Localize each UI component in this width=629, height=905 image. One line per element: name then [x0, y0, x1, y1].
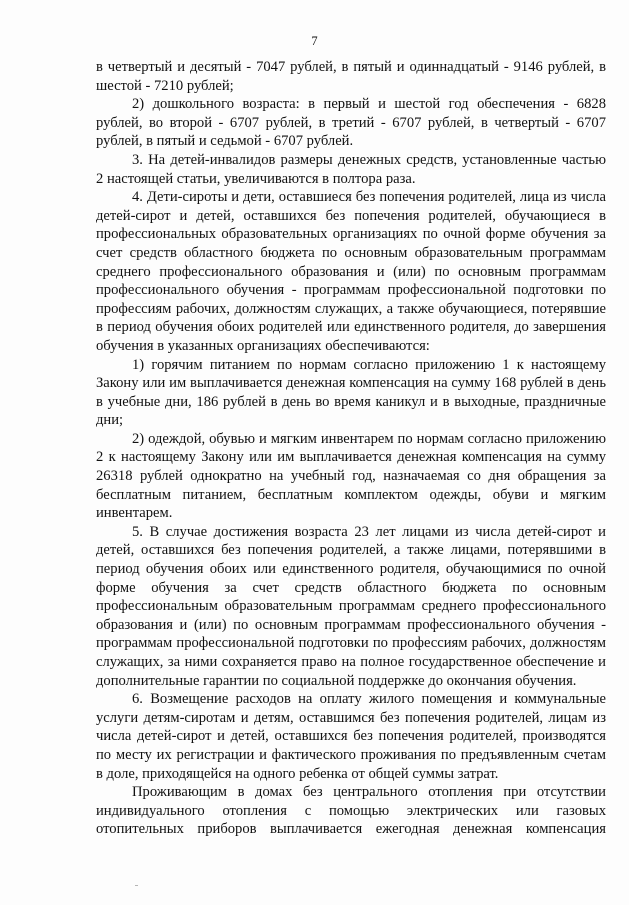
paragraph-4-orphans-students: 4. Дети-сироты и дети, оставшиеся без попечения родителей, лица из числа детей-сирот и детей, оставшихся без попечения родителей, обучающиеся в профессиональных образовательных организациях по очной форме обучения за счет средств областного бюджета по основным образовательным программам среднего профессионального образования и (или) по основным программам профессионального обучения - программам профессиональной подготовки по профессиям рабочих, должностям служащих, а также обучающиеся, потерявшие в период обучения обоих родителей или единственного родителя, до завершения обучения в указанных организациях обеспечиваются:: [96, 189, 606, 354]
document-body: [96, 58, 606, 839]
page-number: 7: [311, 34, 318, 48]
paragraph-heating-compensation: Проживающим в домах без центрального отопления при отсутствии индивидуального отопления с помощью электрических или газовых отопительных приборов выплачивается ежегодная денежная компенсация: [96, 784, 606, 838]
paragraph-preschool-amounts: 2) дошкольного возраста: в первый и шестой год обеспечения - 6828 рублей, во второй - 6707 рублей, в третий - 6707 рублей, в четвертый - 6707 рублей, в пятый и седьмой - 6707 рублей.: [96, 96, 606, 150]
paragraph-3-disabled-children: 3. На детей-инвалидов размеры денежных средств, установленные частью 2 настоящей статьи, увеличиваются в полтора раза.: [96, 151, 606, 187]
paragraph-continuation: в четвертый и десятый - 7047 рублей, в пятый и одиннадцатый - 9146 рублей, в шестой - 7210 рублей;: [96, 59, 606, 94]
scan-speck: [135, 885, 138, 886]
paragraph-5-age-23: 5. В случае достижения возраста 23 лет лицами из числа детей-сирот и детей, оставшихся без попечения родителей, а также лицами, потерявшими в период обучения обоих или единственного родителя, обучающимися по очной форме обучения за счет средств областного бюджета по основным профессиональным образовательным программам среднего профессионального образования и (или) по основным программам профессионального обучения - программам профессиональной подготовки по профессиям рабочих, должностям служащих, за ними сохраняется право на полное государственное обеспечение и дополнительные гарантии по социальной поддержке до окончания обучения.: [96, 523, 606, 689]
paragraph-4-2-clothing: 2) одеждой, обувью и мягким инвентарем по нормам согласно приложению 2 к настоящему Закону или им выплачивается денежная компенсация на сумму 26318 рублей однократно на учебный год, назначаемая со дня обращения за бесплатным питанием, бесплатным комплектом одежды, обуви и мягким инвентарем.: [96, 430, 606, 522]
paragraph-4-1-meals: 1) горячим питанием по нормам согласно приложению 1 к настоящему Закону или им выплачивается денежная компенсация на сумму 168 рублей в день в учебные дни, 186 рублей в день во время каникул и в выходные, праздничные дни;: [96, 356, 606, 429]
paragraph-6-housing-costs: 6. Возмещение расходов на оплату жилого помещения и коммунальные услуги детям-сиротам и детям, оставшимся без попечения родителей, лицам из числа детей-сирот и детей, оставшихся без попечения родителей, производятся по месту их регистрации и фактического проживания по предъявленным счетам в доле, приходящейся на одного ребенка от общей суммы затрат.: [96, 691, 606, 782]
